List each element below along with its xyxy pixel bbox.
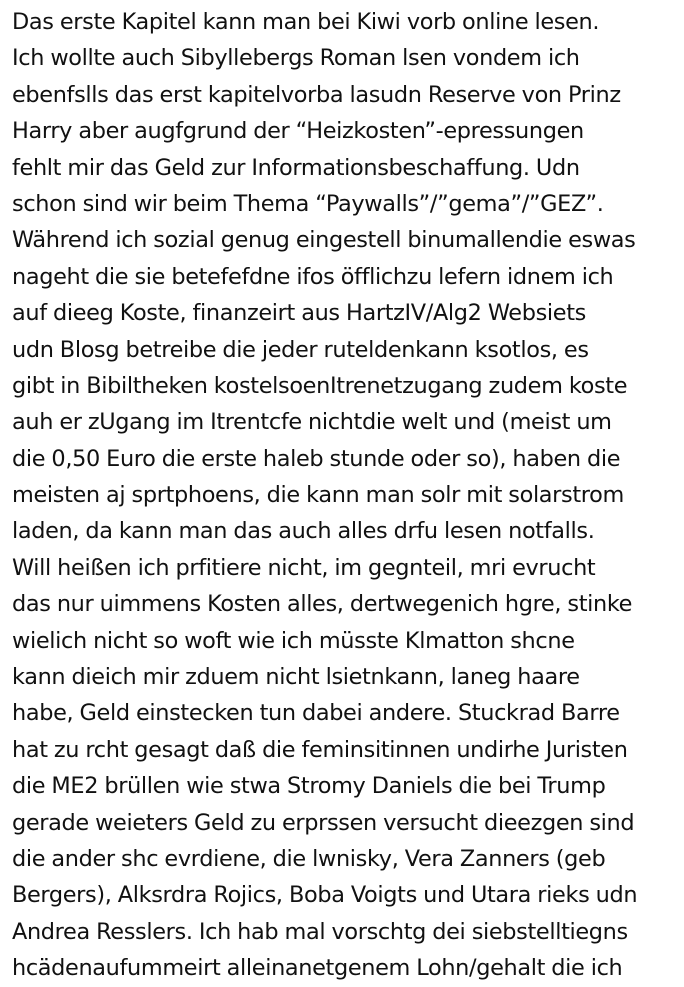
text-line: Das erste Kapitel kann man bei Kiwi vorb online lesen. <box>12 9 600 35</box>
text-line: ebenfslls das erst kapitelvorba lasudn Reserve von Prinz <box>12 81 621 108</box>
text-line: die 0,50 Euro die erste haleb stunde oder so), haben die <box>12 445 621 472</box>
text-line: habe, Geld einstecken tun dabei andere. Stuckrad Barre <box>12 700 620 727</box>
text-line: Andrea Resslers. Ich hab mal vorschtg dei siebstelltiegns <box>12 918 628 945</box>
text-line: laden, da kann man das auch alles drfu lesen notfalls. <box>12 518 595 545</box>
text-line: kann dieich mir zduem nicht lsietnkann, laneg haare <box>12 664 580 691</box>
body-text <box>12 4 680 987</box>
text-line: Ich wollte auch Sibyllebergs Roman lsen vondem ich <box>12 45 580 72</box>
text-line: nageht die sie betefefdne ifos öfflichzu lefern idnem ich <box>12 263 614 290</box>
text-line: gerade weieters Geld zu erprssen versucht dieezgen sind <box>12 809 635 836</box>
text-line: auh er zUgang im Itrentcfe nichtdie welt und (meist um <box>12 409 612 436</box>
text-line: hcädenaufummeirt alleinanetgenem Lohn/gehalt die ich <box>12 955 623 982</box>
text-line: udn Blosg betreibe die jeder ruteldenkann ksotlos, es <box>12 336 589 363</box>
text-line: gibt in Bibiltheken kostelsoenItrenetzugang zudem koste <box>12 372 628 399</box>
text-line: das nur uimmens Kosten alles, dertwegenich hgre, stinke <box>12 591 633 618</box>
text-line: die ander shc evrdiene, die lwnisky, Vera Zanners (geb <box>12 845 606 872</box>
text-line: fehlt mir das Geld zur Informationsbeschaffung. Udn <box>12 154 580 181</box>
text-line: Will heißen ich prfitiere nicht, im gegnteil, mri evrucht <box>12 554 596 581</box>
text-line: Harry aber augfgrund der “Heizkosten”-epressungen <box>12 118 584 145</box>
text-line: Bergers), Alksrdra Rojics, Boba Voigts und Utara rieks udn <box>12 882 638 909</box>
text-line: Während ich sozial genug eingestell binumallendie eswas <box>12 227 636 254</box>
text-line: die ME2 brüllen wie stwa Stromy Daniels die bei Trump <box>12 773 606 800</box>
text-line: hat zu rcht gesagt daß die feminsitinnen undirhe Juristen <box>12 736 628 763</box>
text-line: auf dieeg Koste, finanzeirt aus HartzIV/Alg2 Websiets <box>12 300 586 327</box>
text-line: wielich nicht so woft wie ich müsste Klmatton shcne <box>12 627 575 654</box>
text-line: schon sind wir beim Thema “Paywalls”/”gema”/”GEZ”. <box>12 190 604 217</box>
text-line: meisten aj sprtphoens, die kann man solr mit solarstrom <box>12 482 624 509</box>
